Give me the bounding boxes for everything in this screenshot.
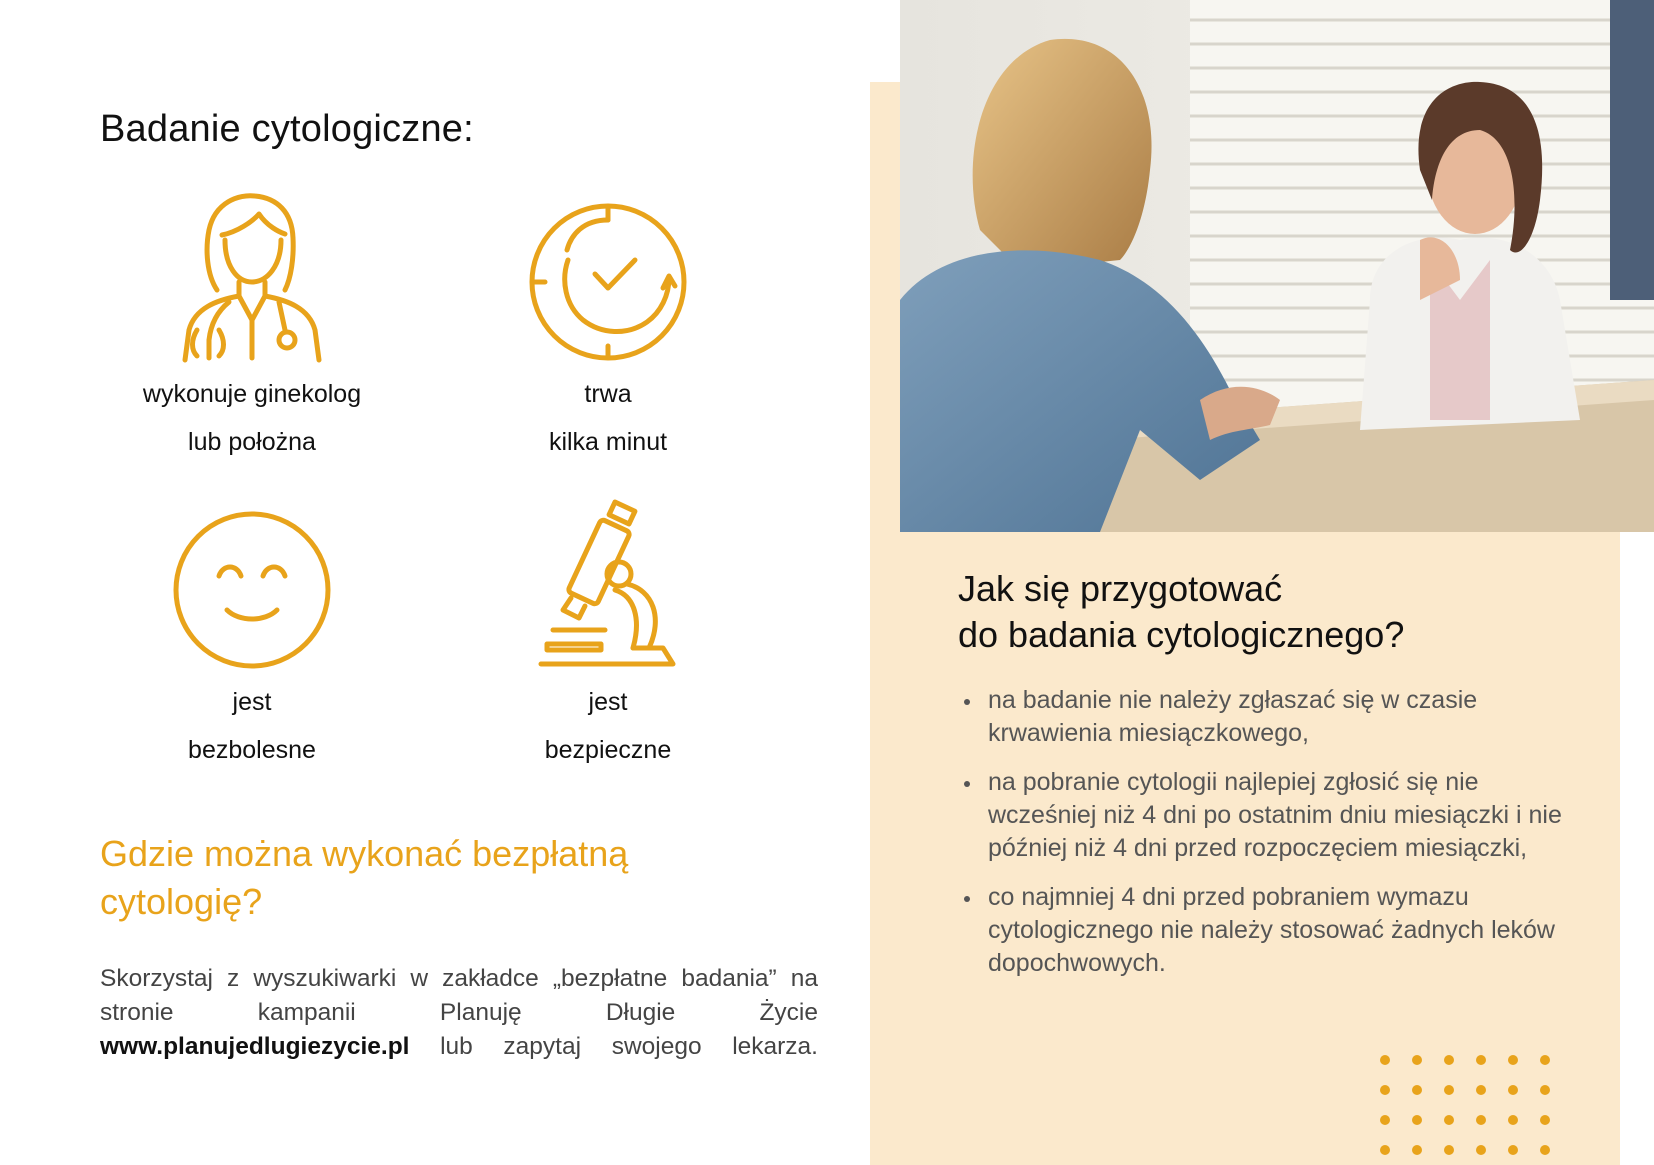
where-heading-line1: Gdzie można wykonać bezpłatną (100, 833, 629, 874)
feature-clock-line2: kilka minut (548, 428, 668, 456)
list-item (960, 881, 1580, 980)
feature-microscope (458, 498, 758, 774)
list-item (960, 684, 1580, 750)
where-body (100, 962, 818, 1064)
feature-doctor (102, 190, 402, 466)
prepare-heading (958, 566, 1404, 658)
feature-smiley-line2: bezbolesne (188, 736, 316, 764)
bullet-dot-icon (964, 896, 970, 902)
feature-clock (458, 190, 758, 466)
feature-microscope-line2: bezpieczne (544, 736, 672, 764)
bullet-text: co najmniej 4 dni przed pobraniem wymazu cytologicznego nie należy stosować żadnych leków dopochwowych. (988, 883, 1555, 977)
microscope-icon (523, 498, 693, 678)
prepare-heading-line2: do badania cytologicznego? (958, 614, 1405, 655)
feature-smiley (102, 498, 402, 774)
where-heading-line2: cytologię? (100, 881, 263, 922)
prepare-bullet-list (960, 684, 1580, 996)
where-body-before: Skorzystaj z wyszukiwarki w zakładce „bezpłatne badania” na stronie kampanii Planuję Długie Życie (100, 965, 818, 1026)
feature-clock-line1: trwa (584, 380, 632, 408)
feature-doctor-line2: lub położna (188, 428, 316, 456)
feature-microscope-line1: jest (588, 688, 628, 716)
feature-doctor-line1: wykonuje ginekolog (142, 380, 362, 408)
feature-smiley-line1: jest (232, 688, 272, 716)
prepare-heading-line1: Jak się przygotować (958, 568, 1283, 609)
page-title: Badanie cytologiczne: (100, 108, 474, 150)
smiley-icon (167, 498, 337, 678)
bullet-text: na pobranie cytologii najlepiej zgłosić się nie wcześniej niż 4 dni po ostatnim dniu miesiączki i nie później niż 4 dni przed rozpoczęciem miesiączki, (988, 768, 1562, 862)
clock-icon (523, 190, 693, 370)
campaign-url-link[interactable]: www.planujedlugiezycie.pl (100, 1033, 410, 1060)
where-heading (100, 830, 740, 926)
bullet-text: na badanie nie należy zgłaszać się w czasie krwawienia miesiączkowego, (988, 686, 1478, 747)
list-item (960, 766, 1580, 865)
decorative-dots-grid (1375, 1052, 1555, 1165)
consultation-photo (900, 0, 1654, 532)
bullet-dot-icon (964, 699, 970, 705)
doctor-icon (167, 190, 337, 370)
where-body-after: lub zapytaj swojego lekarza. (409, 1033, 818, 1060)
bullet-dot-icon (964, 781, 970, 787)
